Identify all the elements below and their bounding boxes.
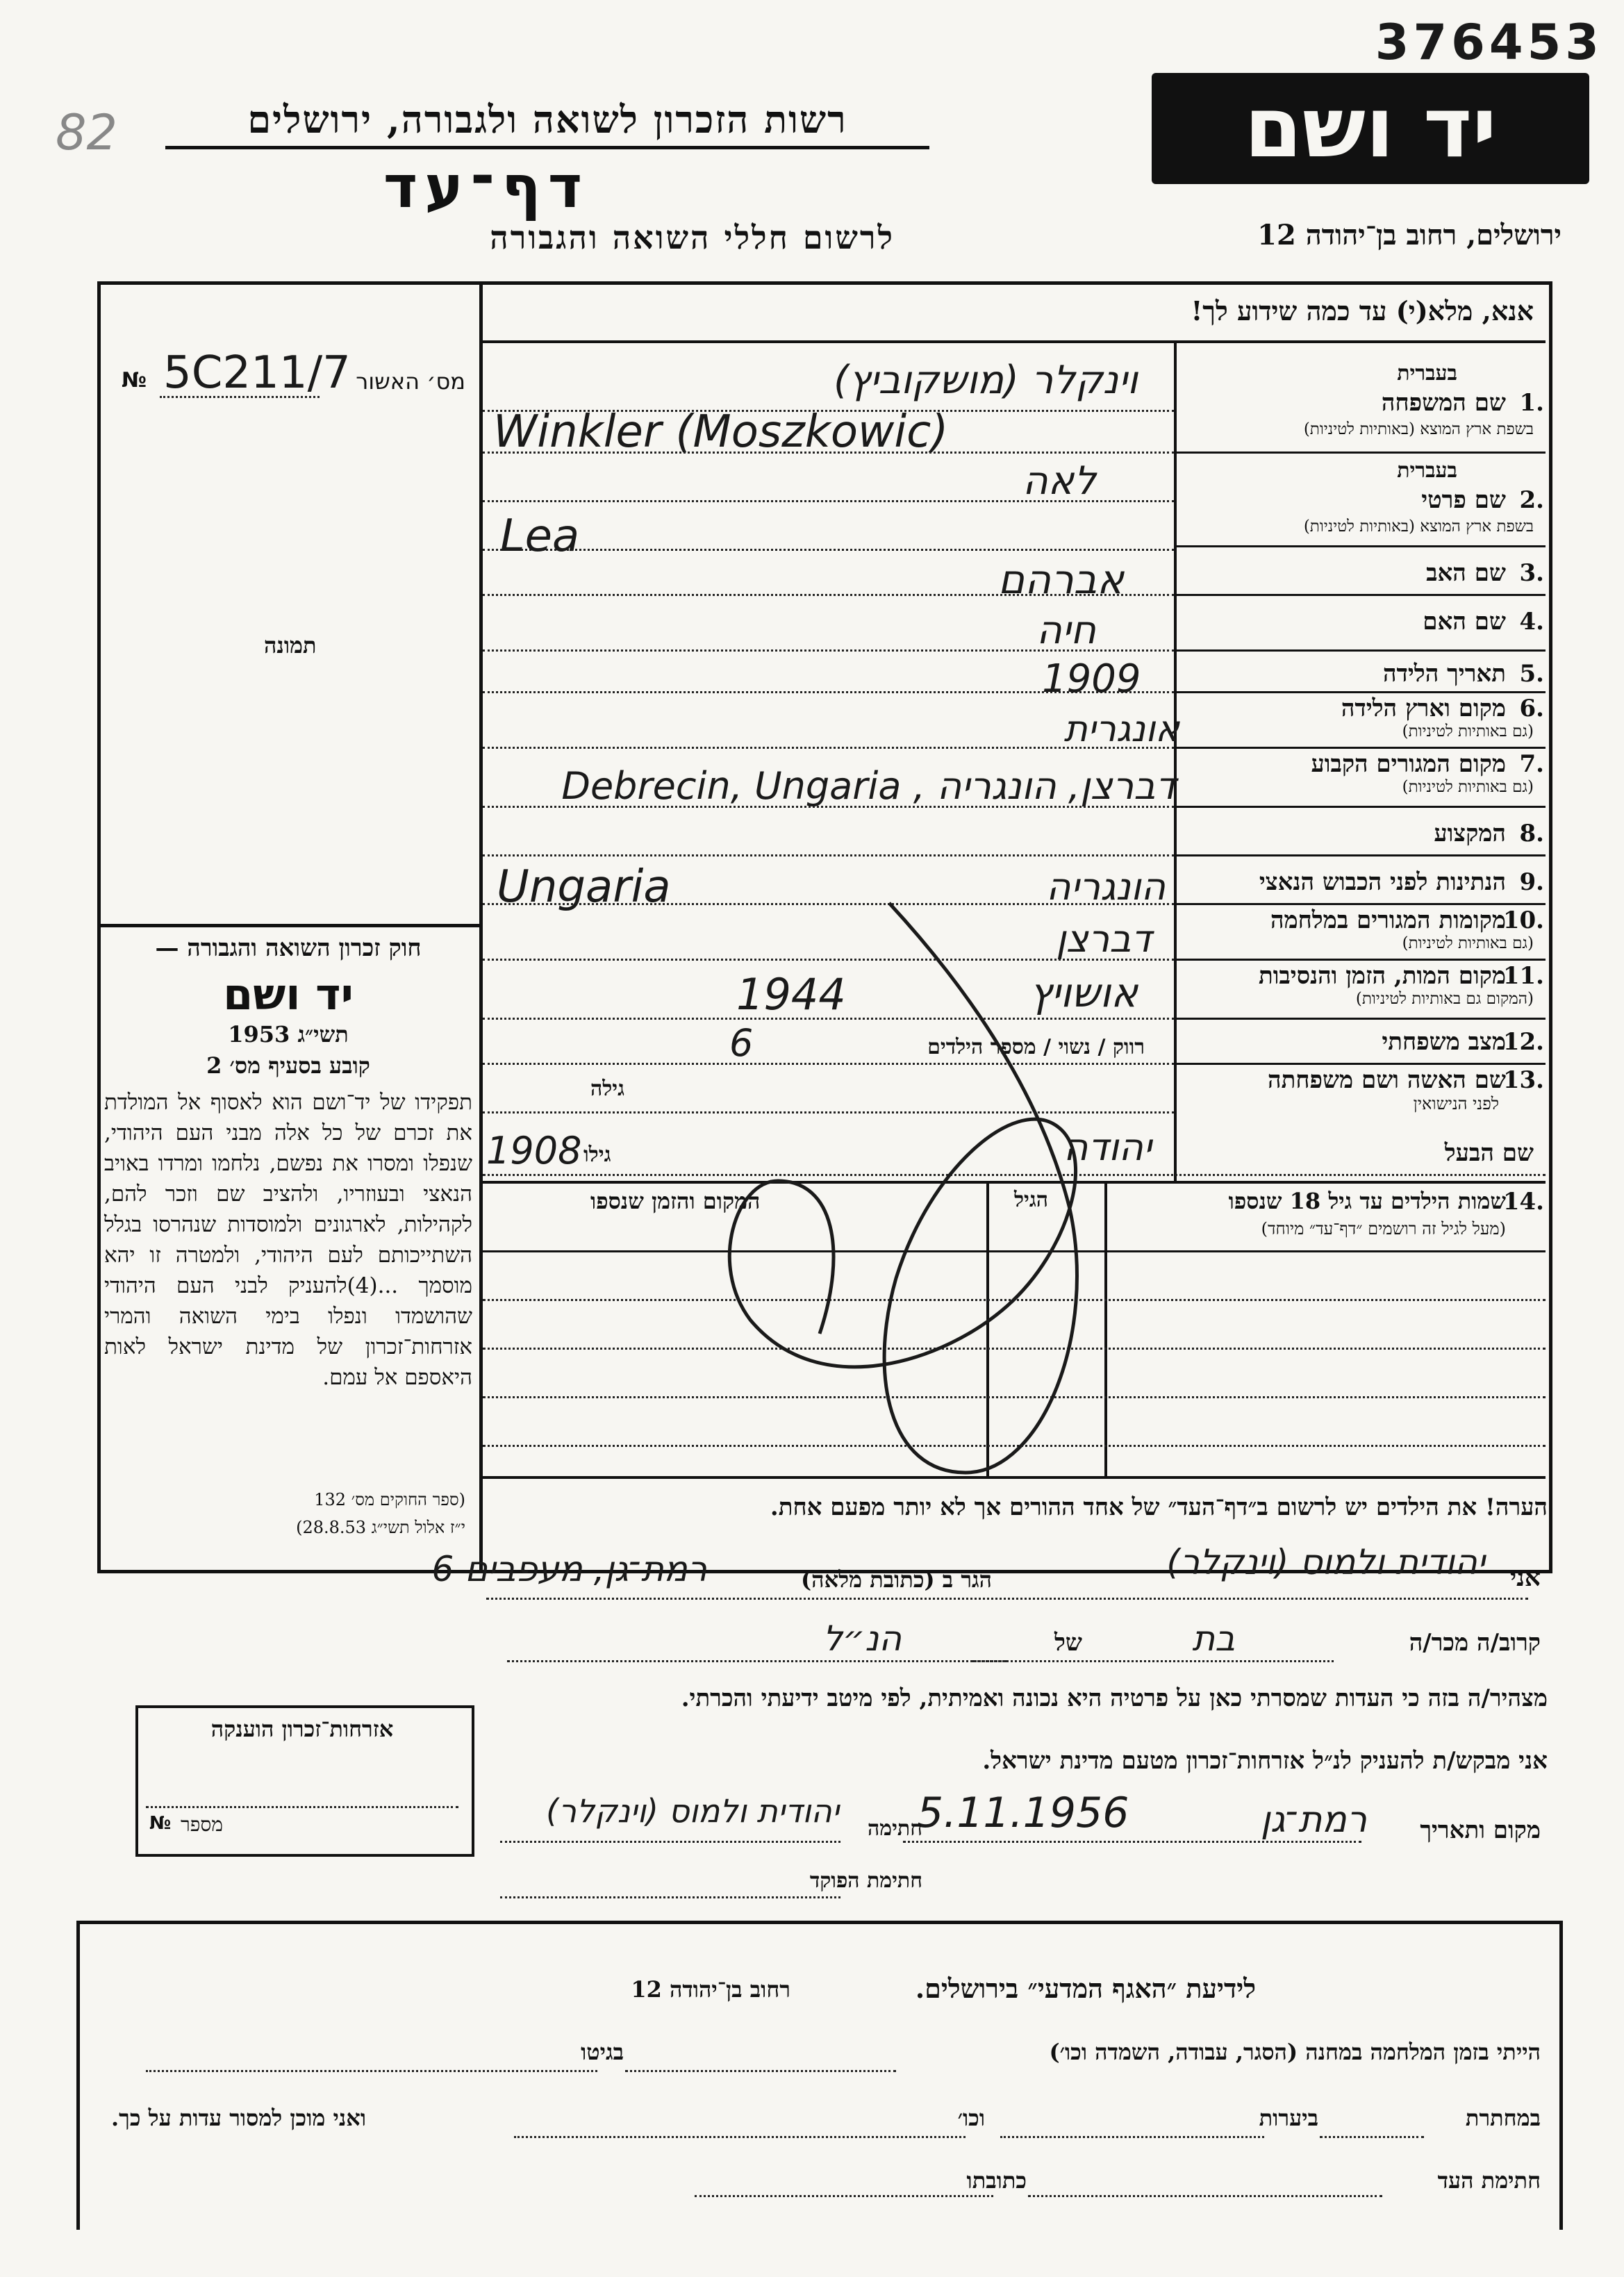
field-12-value: 6 <box>729 1021 754 1065</box>
registration-number-value: 5C211/7 <box>163 347 351 399</box>
field-6-value: אונגרית <box>1063 709 1179 750</box>
signature-value: יהודית ולמוס (וינקלר) <box>546 1792 839 1830</box>
law-citation-date: י״ז אלול תשי״ג 28.8.53) <box>296 1518 465 1537</box>
info-witness-sig-label: חתימת העד <box>1437 2167 1541 2194</box>
info-ghetto-label: בגיטו <box>581 2039 624 2065</box>
law-citation: (ספר החוקים מס׳ 132 <box>314 1490 465 1509</box>
field-13-age-label: גילה <box>590 1077 625 1101</box>
field-10-sub: (גם באותיות לטיניות) <box>1402 934 1534 952</box>
field-5-label: תאריך הלידה <box>1382 660 1506 688</box>
field-12-label: מצב משפחתי <box>1382 1028 1506 1056</box>
witness-name: יהודית ולמוס (וינקלר) <box>1166 1542 1485 1582</box>
page-subtitle: לרשום חללי השואה והגבורה <box>490 219 895 256</box>
field-2-sub-hebrew: בעברית <box>1397 458 1457 483</box>
field-1-label: שם המשפחה <box>1381 389 1506 417</box>
intro-instruction: אנא, מלא(י) עד כמה שידוע לך! <box>1191 295 1534 326</box>
header-address: ירושלים, רחוב בן־יהודה 12 <box>1257 219 1561 251</box>
archive-number: 376453 <box>1375 14 1603 71</box>
field-10-number: 10. <box>1502 906 1544 934</box>
field-7-sub: (גם באותיות לטיניות) <box>1402 778 1534 796</box>
info-camp-line: הייתי בזמן המלחמה במחנה (הסגר, עבודה, השמדה וכו׳) <box>1049 2039 1541 2065</box>
law-title: חוק זכרון השואה והגבורה — <box>155 934 422 962</box>
field-4-number: 4. <box>1519 608 1544 636</box>
field-11-sub: (המקום גם באותיות לטיניות) <box>1355 990 1534 1008</box>
info-etc-label: וכו׳ <box>957 2105 985 2131</box>
field-7-value: דברצן, הונגריה , Debrecin, Ungaria <box>561 764 1176 808</box>
field-10-label: מקומות המגורים במלחמה <box>1270 906 1506 934</box>
field-3-label: שם האב <box>1426 559 1506 587</box>
field-1-sub-hebrew: בעברית <box>1397 361 1457 386</box>
field-2-latin-value: Lea <box>500 511 580 562</box>
place-date-label: מקום ותאריך <box>1420 1816 1541 1844</box>
field-2-label: שם פרטי <box>1421 486 1506 514</box>
field-8-label: המקצוע <box>1434 820 1506 847</box>
yad-vashem-logo <box>1152 73 1589 184</box>
handwritten-scribble <box>681 889 1167 1584</box>
info-forest-label: ביערות <box>1259 2105 1318 2131</box>
citizenship-box-title: אזרחות־זכרון הוענקה <box>210 1716 394 1742</box>
field-7-number: 7. <box>1519 750 1544 778</box>
witness-request: אני מבקש/ת להעניק לנ״ל אזרחות־זכרון מטעם מדינת ישראל. <box>982 1747 1548 1775</box>
official-signature-label: חתימת הפוקד <box>809 1869 922 1893</box>
field-12-number: 12. <box>1502 1028 1544 1056</box>
field-13-sub: לפני הנישואין <box>1413 1094 1499 1113</box>
husband-label: שם הבעל <box>1444 1139 1534 1167</box>
info-section-frame <box>76 1921 1563 2230</box>
place-value: רמת־גן <box>1260 1799 1367 1841</box>
field-11-year: 1944 <box>736 969 846 1020</box>
info-hiding-label: במחתרת <box>1465 2105 1541 2131</box>
field-6-number: 6. <box>1519 695 1544 722</box>
law-name: יד ושם <box>223 969 354 1020</box>
field-9-value: הונגריה <box>1046 865 1166 909</box>
witness-of-label: של <box>1054 1629 1082 1657</box>
field-6-label: מקום וארץ הלידה <box>1341 695 1506 722</box>
field-2-sub-latin: בשפת ארץ המוצא (באותיות לטיניות) <box>1303 518 1534 536</box>
field-1-number: 1. <box>1519 389 1544 417</box>
witness-of-value: הנ״ל <box>822 1618 902 1659</box>
field-4-label: שם האם <box>1423 608 1506 636</box>
registration-no-sign: № <box>122 368 147 392</box>
witness-relation: בת <box>1192 1618 1235 1659</box>
field-1-latin-value: Winkler (Moszkowic) <box>493 406 949 458</box>
law-text: תפקידו של יד־ושם הוא לאסוף אל המולדת את זכרם של כל אלה מבני העם היהודי, שנפלו ומסרו את נפשם, נלחמו ומרדו באויב הנאצי ובעוזריו, ולהציב שם וזכר להם, לקהילות, לארגונים ולמוסדות שנהרסו בגלל השתייכותם לעם היהודי, ולמטרה זו יהא מוסמך ...(4)להעניק לבני העם היהודי שהושמדו ונפלו בימי השואה והמרי אזרחות־זכרון של מדינת ישראל לאות היאספם אל עמם. <box>104 1090 472 1390</box>
law-section: קובע בסעיף מס׳ 2 <box>206 1052 370 1079</box>
field-4-value: חיה <box>1036 608 1096 653</box>
citizenship-number-label: מספר <box>181 1813 223 1836</box>
field-6-sub: (גם באותיות לטיניות) <box>1402 722 1534 740</box>
husband-age-value: 1908 <box>486 1129 582 1173</box>
children-header-place: המקום והזמן שנספו <box>590 1188 761 1214</box>
stamp-corner-mark: 82 <box>56 104 118 161</box>
citizenship-no-sign: № <box>149 1813 172 1834</box>
info-address: רחוב בן־יהודה 12 <box>631 1976 790 2003</box>
law-year: תשי״ג 1953 <box>228 1021 349 1048</box>
field-9-label: הנתינות לפני הכבוש הנאצי <box>1259 868 1506 896</box>
field-13-label: שם האשה ושם משפחתה <box>1268 1066 1506 1094</box>
field-11-value: אושויץ <box>1029 969 1138 1016</box>
field-2-number: 2. <box>1519 486 1544 514</box>
field-1-sub-latin: בשפת ארץ המוצא (באותיות לטיניות) <box>1303 420 1534 438</box>
witness-relative-label: קרוב/ה מכר/ה <box>1409 1629 1541 1657</box>
note-line: הערה! את הילדים יש לרשום ב״דף־העד״ של אחד ההורים אך לא יותר מפעם אחת. <box>770 1493 1548 1521</box>
husband-age-label: גילו <box>583 1143 611 1167</box>
registration-label: מס׳ האשור <box>356 368 465 395</box>
field-9-number: 9. <box>1519 868 1544 896</box>
date-value: 5.11.1956 <box>917 1789 1129 1837</box>
field-7-label: מקום המגורים הקבוע <box>1311 750 1506 778</box>
info-title: לידיעת ״האגף המדעי״ בירושלים. <box>915 1973 1256 2004</box>
field-3-value: אברהם <box>997 556 1124 603</box>
witness-address: רמת־גן, מעפבים 6 <box>431 1549 707 1589</box>
children-header-sub: (מעל לגיל זה רושמים ״דף־עד״ מיוחד) <box>1261 1219 1506 1239</box>
field-12-inline-label: רווק / נשוי / מספר הילדים <box>927 1035 1145 1059</box>
children-header-age: הגיל <box>1014 1188 1049 1212</box>
field-10-value: דברצן <box>1056 917 1152 961</box>
field-2-hebrew-value: לאה <box>1022 458 1096 504</box>
witness-resides-label: הגר ב (כתובת מלאה) <box>801 1566 992 1593</box>
field-9-latin-value: Ungaria <box>497 861 671 913</box>
authority-line: רשות הזכרון לשואה ולגבורה, ירושלים <box>165 97 929 149</box>
field-13-number: 13. <box>1502 1066 1544 1094</box>
logo-text: יד ושם <box>1244 80 1497 176</box>
husband-value: יהודה <box>1063 1125 1152 1169</box>
field-11-label: מקום המות, הזמן והנסיבות <box>1258 962 1506 990</box>
children-header-name: שמות הילדים עד גיל 18 שנספו <box>1228 1188 1506 1214</box>
children-number: 14. <box>1502 1188 1544 1216</box>
field-1-hebrew-value: וינקלר (מושקוביץ) <box>834 358 1138 403</box>
signature-label: חתימה <box>868 1816 922 1841</box>
info-address-label: כתובתו <box>966 2167 1027 2194</box>
info-ready-label: ואני מוכן למסור עדות על כך. <box>111 2105 367 2131</box>
field-5-value: 1909 <box>1042 656 1141 702</box>
field-5-number: 5. <box>1519 660 1544 688</box>
photo-label: תמונה <box>264 632 317 659</box>
field-11-number: 11. <box>1502 962 1544 990</box>
page-title: דף־עד <box>383 153 590 221</box>
field-8-number: 8. <box>1519 820 1544 847</box>
witness-ani: אני <box>1509 1563 1541 1592</box>
field-3-number: 3. <box>1519 559 1544 587</box>
witness-declaration: מצהיר/ה בזה כי העדות שמסרתי כאן על פרטיה היא נכונה ואמיתית, לפי מיטב ידיעתי והכרתי. <box>681 1684 1548 1712</box>
